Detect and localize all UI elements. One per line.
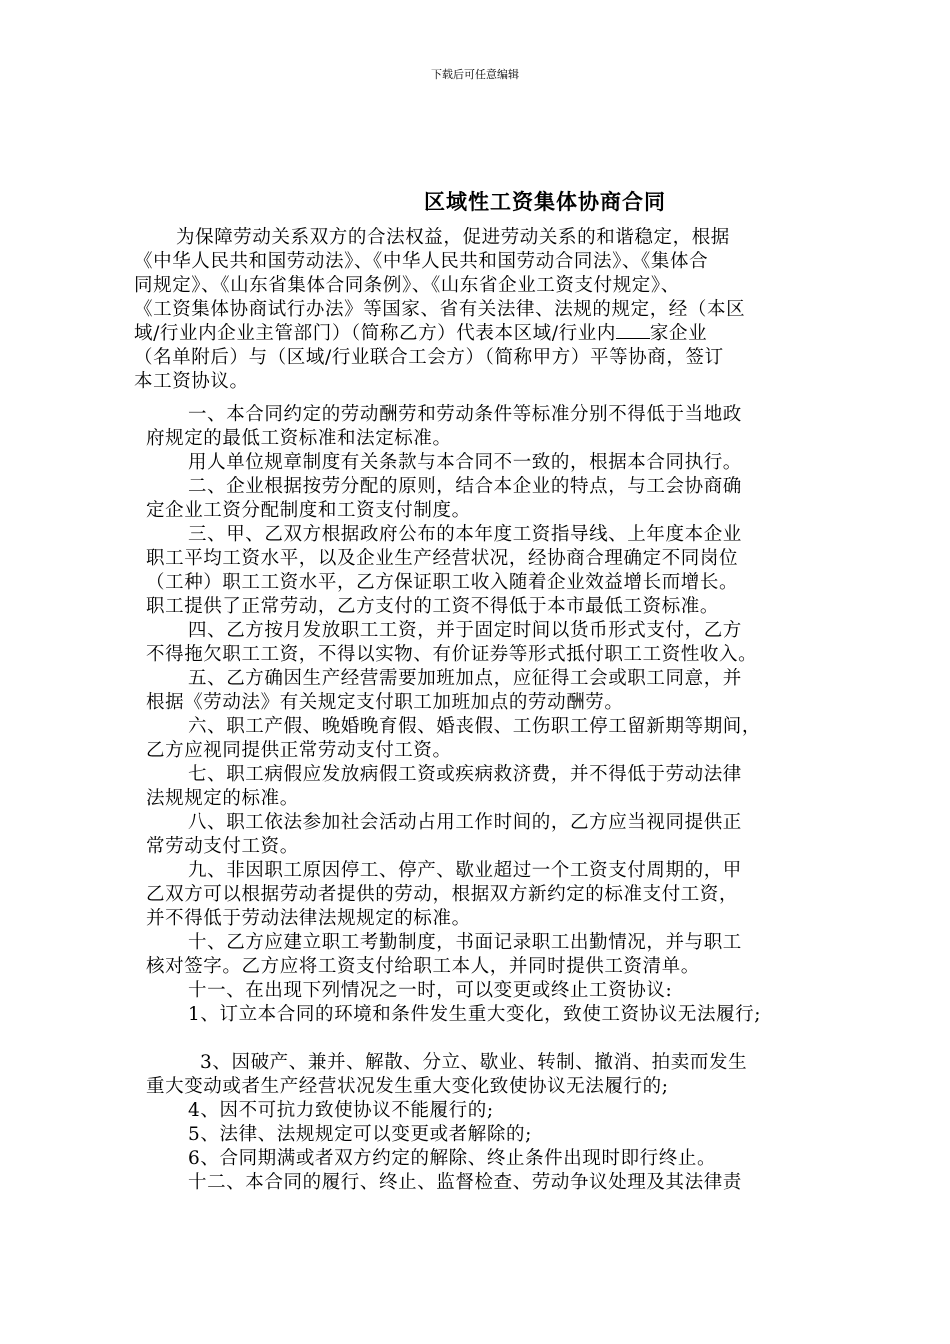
paragraph-line: 同规定》、《山东省集体合同条例》、《山东省企业工资支付规定》、	[134, 275, 680, 296]
paragraph-line: 十一、在出现下列情况之一时，可以变更或终止工资协议:	[188, 980, 673, 1001]
paragraph-line: 乙双方可以根据劳动者提供的劳动，根据双方新约定的标准支付工资，	[146, 884, 739, 905]
paragraph-line: 一、本合同约定的劳动酬劳和劳动条件等标准分别不得低于当地政	[188, 404, 742, 425]
line-text: 域/行业内企业主管部门）（简称乙方）代表本区域/行业内	[134, 323, 616, 344]
paragraph-line: 重大变动或者生产经营状况发生重大变化致使协议无法履行的;	[146, 1076, 669, 1097]
paragraph-line: 《中华人民共和国劳动法》、《中华人民共和国劳动合同法》、《集体合	[134, 251, 709, 272]
paragraph-line: （工种）职工工资水平，乙方保证职工收入随着企业效益增长而增长。	[146, 572, 739, 593]
paragraph-line: 定企业工资分配制度和工资支付制度。	[146, 500, 471, 521]
paragraph-line	[134, 322, 707, 346]
paragraph-line: 府规定的最低工资标准和法定标准。	[146, 428, 452, 449]
paragraph-line: 4、因不可抗力致使协议不能履行的;	[188, 1100, 494, 1121]
paragraph-line: 1、订立本合同的环境和条件发生重大变化，致使工资协议无法履行;	[188, 1004, 762, 1025]
paragraph-line: 法规规定的标准。	[146, 788, 299, 809]
paragraph-line: 5、法律、法规规定可以变更或者解除的;	[188, 1124, 532, 1145]
paragraph-line: 三、甲、乙双方根据政府公布的本年度工资指导线、上年度本企业	[188, 524, 742, 545]
paragraph-line: 职工平均工资水平，以及企业生产经营状况，经协商合理确定不同岗位	[146, 548, 739, 569]
paragraph-line: 为保障劳动关系双方的合法权益，促进劳动关系的和谐稳定，根据	[176, 227, 730, 248]
paragraph-line: 不得拖欠职工工资，不得以实物、有价证券等形式抵付职工工资性收入。	[146, 644, 758, 665]
paragraph-line: 6、合同期满或者双方约定的解除、终止条件出现时即行终止。	[188, 1148, 717, 1169]
paragraph-line: 七、职工病假应发放病假工资或疾病救济费，并不得低于劳动法律	[188, 764, 742, 785]
paragraph-line: 常劳动支付工资。	[146, 836, 299, 857]
paragraph-line: 职工提供了正常劳动，乙方支付的工资不得低于本市最低工资标准。	[146, 596, 720, 617]
paragraph-line: 九、非因职工原因停工、停产、歇业超过一个工资支付周期的，甲	[188, 860, 742, 881]
paragraph-line: 十二、本合同的履行、终止、监督检查、劳动争议处理及其法律责	[188, 1172, 742, 1193]
paragraph-line: 十、乙方应建立职工考勤制度，书面记录职工出勤情况，并与职工	[188, 932, 742, 953]
paragraph-line: 并不得低于劳动法律法规规定的标准。	[146, 908, 471, 929]
paragraph-line: 四、乙方按月发放职工工资，并于固定时间以货币形式支付，乙方	[188, 620, 742, 641]
paragraph-line: 3、因破产、兼并、解散、分立、歇业、转制、撤消、拍卖而发生	[200, 1052, 748, 1073]
document-title: 区域性工资集体协商合同	[424, 190, 666, 214]
paragraph-line: 六、职工产假、晚婚晚育假、婚丧假、工伤职工停工留新期等期间，	[188, 716, 762, 737]
paragraph-line: 八、职工依法参加社会活动占用工作时间的，乙方应当视同提供正	[188, 812, 742, 833]
paragraph-line: 五、乙方确因生产经营需要加班加点，应征得工会或职工同意，并	[188, 668, 742, 689]
line-text: 家企业	[649, 323, 708, 344]
paragraph-line: 乙方应视同提供正常劳动支付工资。	[146, 740, 452, 761]
paragraph-line: 本工资协议。	[134, 371, 249, 392]
paragraph-line: 核对签字。乙方应将工资支付给职工本人，并同时提供工资清单。	[146, 956, 700, 977]
page-header-note: 下载后可任意编辑	[431, 68, 519, 81]
paragraph-line: 根据《劳动法》有关规定支付职工加班加点的劳动酬劳。	[146, 692, 624, 713]
paragraph-line: 二、企业根据按劳分配的原则，结合本企业的特点，与工会协商确	[188, 476, 742, 497]
paragraph-line: （名单附后）与（区域/行业联合工会方）（简称甲方）平等协商，签订	[134, 347, 724, 368]
paragraph-line: 用人单位规章制度有关条款与本合同不一致的，根据本合同执行。	[188, 452, 742, 473]
blank-underline	[616, 322, 650, 339]
paragraph-line: 《工资集体协商试行办法》等国家、省有关法律、法规的规定，经（本区	[134, 299, 746, 320]
